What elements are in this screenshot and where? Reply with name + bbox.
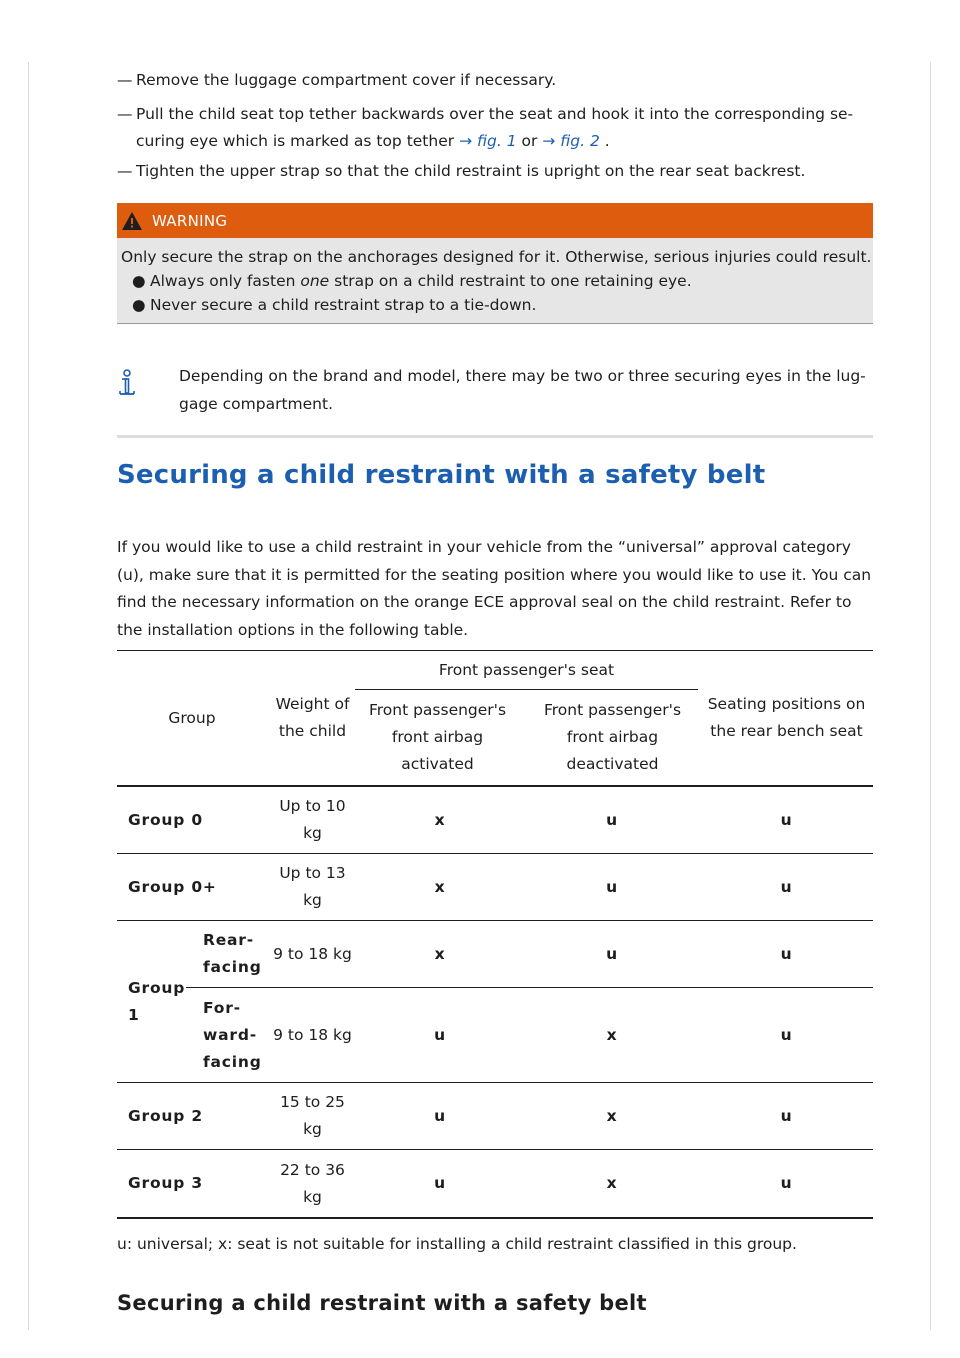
row-rear: u	[780, 810, 793, 829]
bullet-dot-icon: ●	[132, 272, 146, 290]
header-airbag-on: Front passenger's front airbag activated	[368, 701, 507, 773]
table-footnote: u: universal; x: seat is not suitable for installing a child restraint classified in this group.	[117, 1235, 797, 1253]
row-group-label: Group 3	[128, 1174, 203, 1192]
step-text-or: or	[516, 132, 543, 150]
fig2-link[interactable]: → fig. 2	[542, 132, 600, 150]
fig1-link[interactable]: → fig. 1	[459, 132, 517, 150]
step-text: Remove the luggage compartment cover if necessary.	[136, 71, 557, 89]
row-airbag-off: u	[606, 810, 618, 829]
row-group-label: Group 0+	[128, 877, 217, 896]
row-airbag-off: u	[606, 944, 618, 963]
row-airbag-on: u	[434, 1025, 446, 1044]
step-text: Pull the child seat top tether backwards over the seat and hook it into the corresponding se-curing eye which is marked as top tether	[136, 105, 854, 150]
row-airbag-off: x	[606, 1106, 618, 1125]
row-group-label: Group 0	[128, 810, 203, 829]
row-airbag-on: u	[434, 1106, 446, 1125]
header-weight: Weight of the child	[275, 695, 350, 740]
warning-header	[117, 203, 873, 238]
arrow-icon: →	[459, 132, 473, 150]
info-icon	[117, 369, 137, 399]
row-airbag-off: u	[606, 877, 618, 896]
note-text: Depending on the brand and model, there may be two or three securing eyes in the lug-gage compartment.	[179, 367, 866, 413]
warning-box	[117, 203, 873, 324]
intro-paragraph: If you would like to use a child restraint in your vehicle from the “universal” approval category (u), make sure that it is permitted for the seating position where you would like to use it. You can find the necessary information on the orange ECE approval seal on the child restraint. Refer to the installation options in the following table.	[117, 538, 872, 639]
warning-bullet: ● Always only fasten one strap on a child restraint to one retaining eye.	[124, 269, 873, 293]
warning-title: WARNING	[152, 211, 228, 230]
row-weight: 9 to 18 kg	[273, 1025, 352, 1044]
row-airbag-on: x	[434, 810, 446, 829]
step-dash: —	[117, 71, 133, 89]
table-bottom-rule	[117, 1217, 873, 1219]
next-section-title: Securing a child restraint with a safety belt	[117, 1291, 647, 1315]
section-divider	[117, 435, 873, 438]
warning-triangle-icon	[121, 211, 143, 231]
row-airbag-off: x	[606, 1025, 618, 1044]
page-margin-right	[930, 62, 931, 1330]
row-weight: 15 to 25 kg	[280, 1093, 345, 1138]
step-text-end: .	[599, 132, 610, 150]
row-airbag-on: x	[434, 944, 446, 963]
row-rear: u	[780, 944, 793, 963]
row-weight: Up to 10 kg	[279, 797, 346, 842]
header-airbag-off: Front passenger's front airbag deactivated	[543, 701, 682, 773]
row-rear: u	[780, 1025, 793, 1044]
row-sub-label: For-ward-facing	[203, 998, 262, 1071]
row-sub-label: Rear-facing	[203, 931, 262, 976]
warning-text: Only secure the strap on the anchorages designed for it. Otherwise, serious injuries could result.	[121, 248, 872, 266]
row-weight: Up to 13 kg	[279, 864, 346, 909]
row-rear: u	[780, 1106, 793, 1125]
row-rear: u	[780, 877, 793, 896]
warning-body	[117, 238, 873, 324]
row-weight: 22 to 36 kg	[280, 1160, 345, 1206]
header-front-seat: Front passenger's seat	[438, 660, 615, 679]
bullet-dot-icon: ●	[132, 296, 146, 314]
warning-bullet: ● Never secure a child restraint strap to a tie-down.	[124, 293, 873, 317]
step-hook-tether	[117, 101, 877, 155]
header-rear: Seating positions on the rear bench seat	[707, 695, 866, 740]
row-airbag-on: u	[434, 1174, 446, 1192]
step-text: Tighten the upper strap so that the child restraint is upright on the rear seat backrest.	[136, 162, 806, 180]
header-group: Group	[168, 708, 216, 727]
row-group-label: Group 1	[128, 978, 186, 1024]
page-margin-left	[28, 62, 29, 1330]
row-airbag-off: x	[606, 1174, 618, 1192]
row-group-label: Group 2	[128, 1106, 203, 1125]
step-dash: —	[117, 162, 133, 180]
row-weight: 9 to 18 kg	[273, 944, 352, 963]
step-dash: —	[117, 105, 133, 123]
step-remove-cover	[117, 67, 877, 94]
arrow-icon: →	[542, 132, 556, 150]
row-rear: u	[780, 1174, 793, 1192]
section-title: Securing a child restraint with a safety belt	[117, 460, 766, 490]
row-airbag-on: x	[434, 877, 446, 896]
step-tighten-strap	[117, 158, 877, 185]
